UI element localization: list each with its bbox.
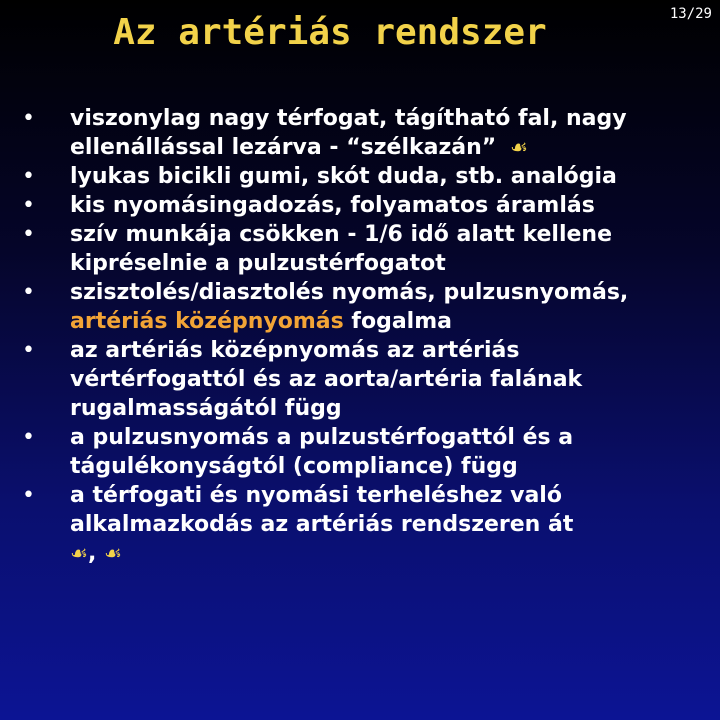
link-glyph-icon[interactable]: ☙ <box>70 541 88 565</box>
bullet-item-8 <box>18 481 698 568</box>
bullet-text-8: a térfogati és nyomási terheléshez való alkalmazkodás az artériás rendszeren át <box>70 483 574 537</box>
bullet-item-7 <box>18 423 698 481</box>
slide-title-text: Az artériás rendszer <box>113 12 547 53</box>
bullet-text-5c: fogalma <box>343 309 452 334</box>
bullet-dot: • <box>22 193 35 218</box>
glyph-separator: , <box>87 541 104 566</box>
slide-title <box>0 12 720 53</box>
bullet-text-7: a pulzusnyomás a pulzustérfogattól és a tágulékonyságtól (compliance) függ <box>70 425 574 479</box>
bullet-text-2: lyukas bicikli gumi, skót duda, stb. analógia <box>70 164 617 189</box>
bullet-item-2 <box>18 162 698 191</box>
bullet-dot: • <box>22 164 35 189</box>
page-number: 13/29 <box>669 6 712 22</box>
bullet-dot: • <box>22 425 35 450</box>
bullet-text-5a: szisztolés/diasztolés nyomás, pulzusnyomás, <box>70 280 629 305</box>
bullet-item-5 <box>18 278 698 336</box>
bullet-text-1: viszonylag nagy térfogat, tágítható fal, nagy ellenállással lezárva - “szélkazán” <box>70 106 627 160</box>
link-glyph-icon[interactable]: ☙ <box>509 135 528 159</box>
bullet-dot: • <box>22 106 35 131</box>
bullet-list <box>18 104 698 568</box>
bullet-text-6: az artériás középnyomás az artériás vértérfogattól és az aorta/artéria falának rugalmasságától függ <box>70 338 583 421</box>
link-glyph-icon[interactable]: ☙ <box>103 541 122 565</box>
bullet-text-4: szív munkája csökken - 1/6 idő alatt kellene kipréselnie a pulzustérfogatot <box>70 222 613 276</box>
bullet-item-3 <box>18 191 698 220</box>
highlighted-term[interactable]: artériás középnyomás <box>70 309 344 334</box>
bullet-dot: • <box>22 338 35 363</box>
bullet-text-3: kis nyomásingadozás, folyamatos áramlás <box>70 193 595 218</box>
bullet-item-6 <box>18 336 698 423</box>
bullet-dot: • <box>22 483 35 508</box>
bullet-dot: • <box>22 280 35 305</box>
bullet-dot: • <box>22 222 35 247</box>
bullet-item-4 <box>18 220 698 278</box>
bullet-item-1 <box>18 104 698 162</box>
